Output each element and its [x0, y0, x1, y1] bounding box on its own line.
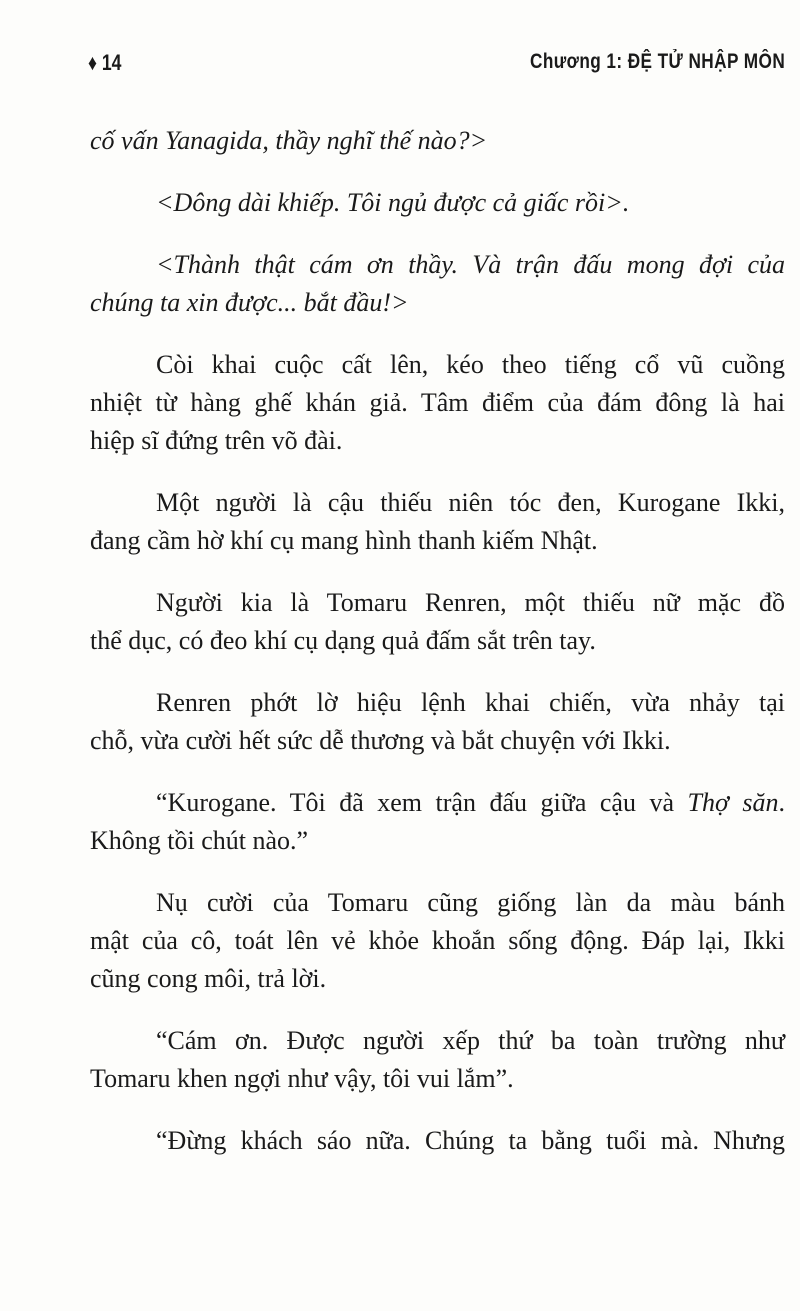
- page-body: [90, 122, 785, 1184]
- text-segment: Không tồi chút nào.”: [90, 826, 309, 855]
- text-segment: .: [778, 788, 785, 817]
- text-segment: Tomaru khen ngợi như vậy, tôi vui lắm”.: [90, 1064, 514, 1093]
- text-segment: Renren phớt lờ hiệu lệnh khai chiến, vừa nhảy tại: [156, 688, 785, 717]
- paragraph: [90, 484, 785, 560]
- text-line: [90, 922, 785, 960]
- text-line: [90, 722, 785, 760]
- text-line: [90, 684, 785, 722]
- paragraph: [90, 184, 785, 222]
- text-segment: Còi khai cuộc cất lên, kéo theo tiếng cổ vũ cuồng: [156, 350, 785, 379]
- text-line: [90, 346, 785, 384]
- page-number: ♦ 14: [88, 50, 122, 75]
- text-segment: Một người là cậu thiếu niên tóc đen, Kurogane Ikki,: [156, 488, 785, 517]
- text-line: [90, 122, 785, 160]
- paragraph: [90, 122, 785, 160]
- paragraph: [90, 246, 785, 322]
- text-segment: “Đừng khách sáo nữa. Chúng ta bằng tuổi mà. Nhưng: [156, 1126, 785, 1155]
- text-segment: cố vấn Yanagida, thầy nghĩ thế nào?>: [90, 126, 488, 155]
- text-line: [90, 246, 785, 284]
- text-segment: <Thành thật cám ơn thầy. Và trận đấu mong đợi của: [156, 250, 785, 279]
- italic-text: Thợ săn: [687, 788, 779, 817]
- text-segment: Người kia là Tomaru Renren, một thiếu nữ mặc đồ: [156, 588, 785, 617]
- text-line: [90, 584, 785, 622]
- paragraph: [90, 1122, 785, 1160]
- paragraph: [90, 1022, 785, 1098]
- text-segment: chúng ta xin được... bắt đầu!>: [90, 288, 409, 317]
- text-segment: nhiệt từ hàng ghế khán giả. Tâm điểm của đám đông là hai: [90, 388, 785, 417]
- text-segment: chỗ, vừa cười hết sức dễ thương và bắt chuyện với Ikki.: [90, 726, 671, 755]
- text-line: [90, 884, 785, 922]
- text-line: [90, 822, 785, 860]
- chapter-title: Chương 1: ĐỆ TỬ NHẬP MÔN: [529, 50, 785, 73]
- text-line: [90, 1022, 785, 1060]
- text-segment: Nụ cười của Tomaru cũng giống làn da màu bánh: [156, 888, 785, 917]
- text-line: [90, 960, 785, 998]
- text-segment: “Cám ơn. Được người xếp thứ ba toàn trường như: [156, 1026, 785, 1055]
- paragraph: [90, 584, 785, 660]
- text-segment: thể dục, có đeo khí cụ dạng quả đấm sắt trên tay.: [90, 626, 596, 655]
- text-segment: đang cầm hờ khí cụ mang hình thanh kiếm Nhật.: [90, 526, 598, 555]
- text-segment: cũng cong môi, trả lời.: [90, 964, 327, 993]
- text-line: [90, 1060, 785, 1098]
- text-segment: <Dông dài khiếp. Tôi ngủ được cả giấc rồi>.: [156, 188, 630, 217]
- text-line: [90, 484, 785, 522]
- text-segment: hiệp sĩ đứng trên võ đài.: [90, 426, 343, 455]
- text-segment: mật của cô, toát lên vẻ khỏe khoắn sống động. Đáp lại, Ikki: [90, 926, 785, 955]
- running-header: [88, 50, 785, 80]
- text-line: [90, 1122, 785, 1160]
- text-line: [90, 784, 785, 822]
- text-line: [90, 184, 785, 222]
- paragraph: [90, 684, 785, 760]
- text-line: [90, 284, 785, 322]
- text-line: [90, 422, 785, 460]
- text-line: [90, 622, 785, 660]
- paragraph: [90, 884, 785, 998]
- paragraph: [90, 784, 785, 860]
- text-line: [90, 384, 785, 422]
- text-line: [90, 522, 785, 560]
- paragraph: [90, 346, 785, 460]
- text-segment: “Kurogane. Tôi đã xem trận đấu giữa cậu và: [156, 788, 688, 817]
